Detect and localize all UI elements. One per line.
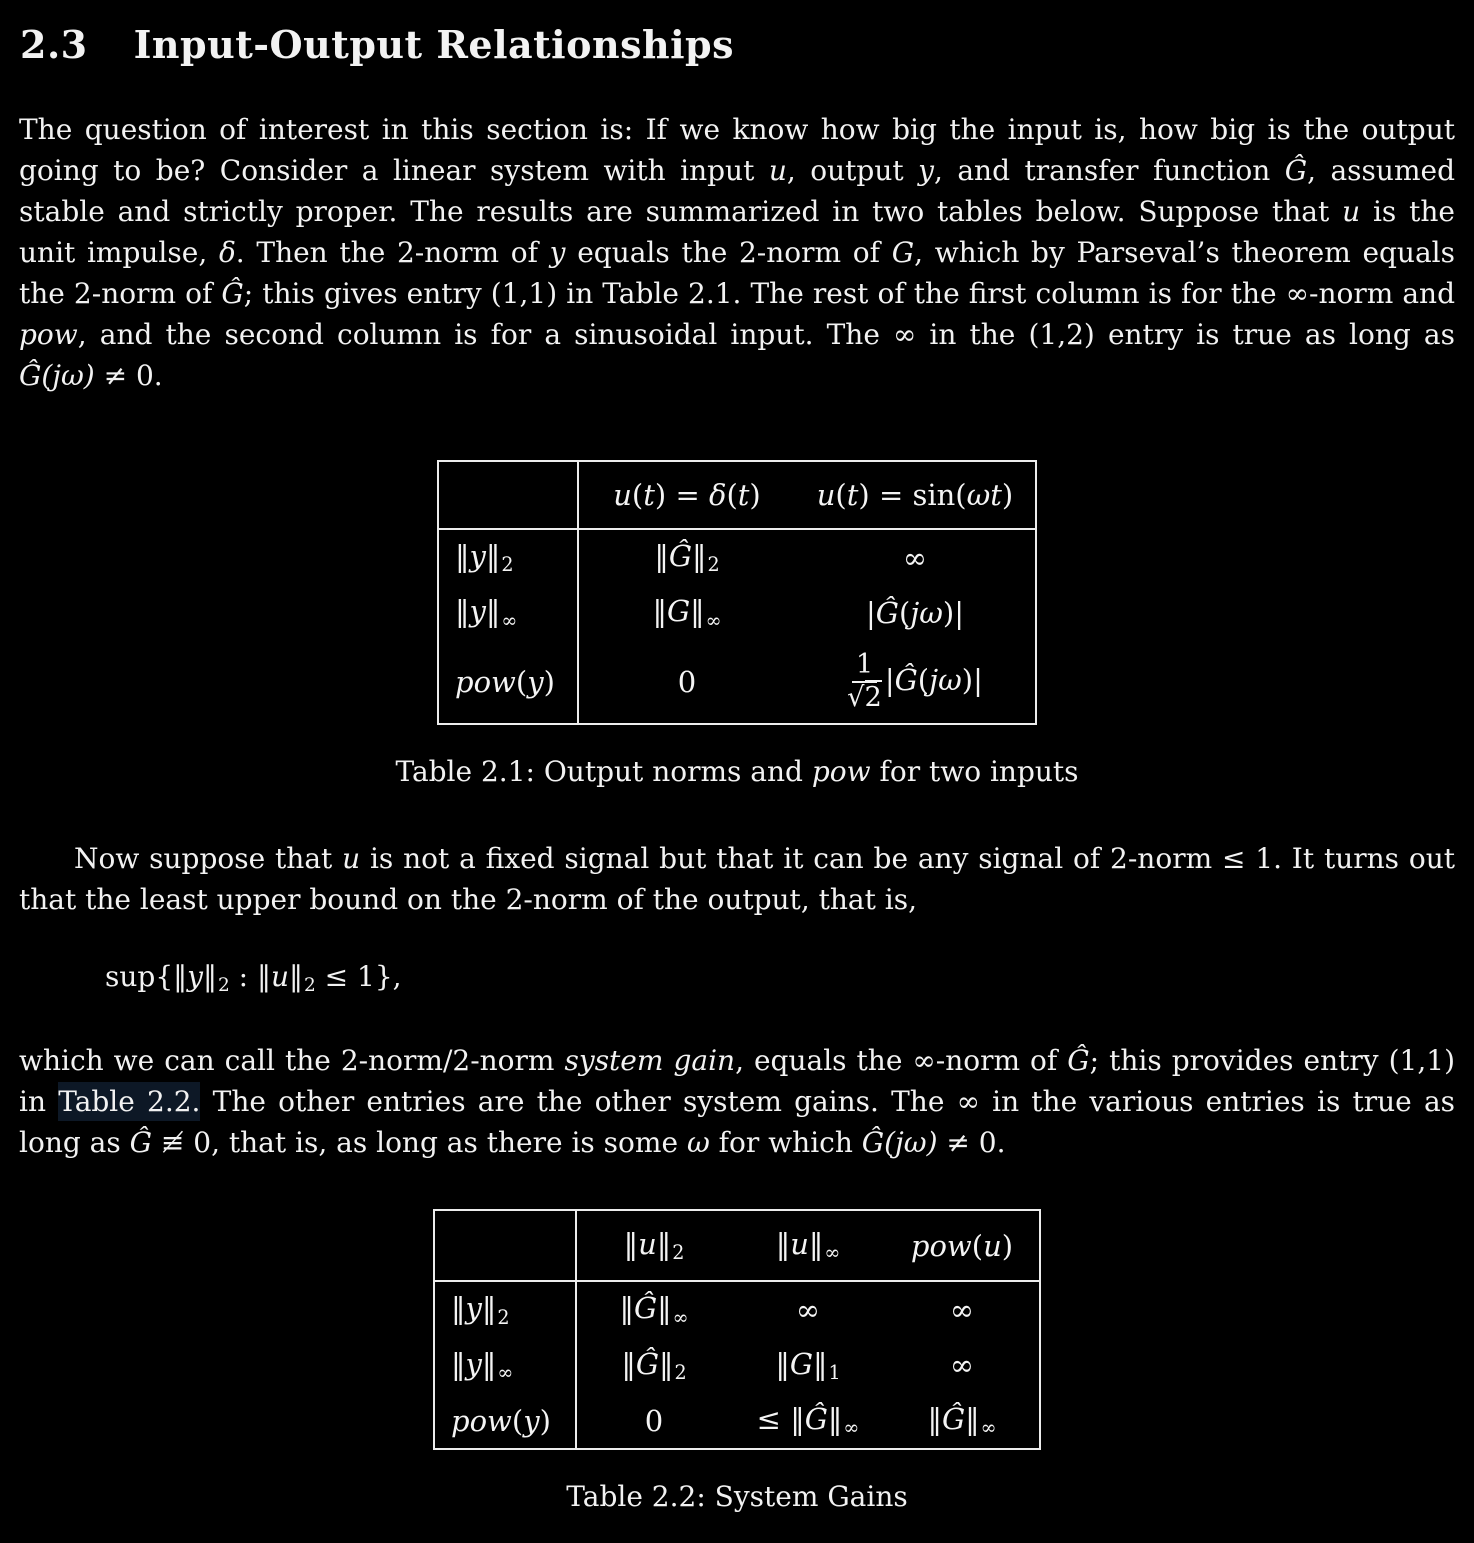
paragraph-3: which we can call the 2-norm/2-norm system gain, equals the ∞-norm of Ĝ; this provides entry (1,1) in Table 2.2. The other entries are the other system gains. The ∞ in the various entries is true as long as Ĝ ≢ 0, that is, as long as there is some ω for which Ĝ(jω) ≠ 0.	[19, 1043, 1456, 1159]
table-2-1-caption: Table 2.1: Output norms and pow for two inputs	[395, 754, 1079, 788]
fraction: $\frac{1}{√2}$	[847, 648, 882, 714]
table-row	[434, 1281, 1040, 1337]
table-cell: ‖G‖1	[775, 1346, 841, 1384]
table-2-2-container	[19, 1209, 1455, 1450]
table-row	[438, 585, 1036, 640]
row-label: ‖y‖∞	[434, 1338, 576, 1393]
table-cell: ‖Ĝ‖∞	[619, 1291, 689, 1329]
row-label: ‖y‖2	[438, 529, 578, 585]
table-row	[434, 1338, 1040, 1393]
table-cell: ∞	[949, 1292, 975, 1327]
table-2-2-corner-cell	[434, 1210, 576, 1281]
table-cell: 0	[677, 664, 697, 699]
section-title: Input-Output Relationships	[133, 22, 735, 67]
formula-sup-norm: sup{‖y‖2 : ‖u‖2 ≤ 1},	[105, 959, 402, 996]
row-label: ‖y‖∞	[438, 585, 578, 640]
paragraph-1: The question of interest in this section is: If we know how big the input is, how big is the output going to be? Consider a linear system with input u, output y, and transfer function Ĝ, assumed stable and strictly proper. The results are summarized in two tables below. Suppose that u is the unit impulse, δ. Then the 2-norm of y equals the 2-norm of G, which by Parseval’s theorem equals the 2-norm of Ĝ; this gives entry (1,1) in Table 2.1. The rest of the first column is for the ∞-norm and pow, and the second column is for a sinusoidal input. The ∞ in the (1,2) entry is true as long as Ĝ(jω) ≠ 0.	[19, 113, 1455, 392]
row-label: pow(y)	[434, 1393, 576, 1449]
table-cell: |Ĝ(jω)|	[865, 596, 964, 631]
table-2-1-container	[19, 460, 1455, 725]
table-2-2-link[interactable]: Table 2.2.	[58, 1084, 201, 1118]
table-2-1-corner-cell	[438, 461, 578, 529]
table-cell: ≤ ‖Ĝ‖∞	[756, 1401, 860, 1440]
table-cell: 0	[644, 1403, 664, 1438]
table-2-2-caption: Table 2.2: System Gains	[566, 1480, 908, 1514]
table-row	[438, 529, 1036, 585]
table-2-2-col-header-uinf: ‖u‖∞	[731, 1210, 885, 1281]
paragraph-2: Now suppose that u is not a fixed signal but that it can be any signal of 2-norm ≤ 1. It turns out that the least upper bound on the 2-norm of the output, that is,	[19, 841, 1455, 916]
table-row	[438, 641, 1036, 724]
section-heading	[20, 22, 1455, 67]
table-cell: ∞	[902, 540, 928, 575]
table-2-2-header-row	[434, 1210, 1040, 1281]
table-cell: ‖Ĝ‖∞	[927, 1401, 997, 1440]
table-2-1-col-header-sinusoid: u(t) = sin(ωt)	[795, 461, 1036, 529]
table-row	[434, 1393, 1040, 1449]
table-cell: ‖Ĝ‖2	[621, 1346, 687, 1384]
table-2-1-header-row	[438, 461, 1036, 529]
table-cell: ∞	[795, 1292, 821, 1327]
row-label: ‖y‖2	[434, 1281, 576, 1337]
table-2-2-col-header-powu: pow(u)	[885, 1210, 1040, 1281]
table-2-2-col-header-u2: ‖u‖2	[576, 1210, 731, 1281]
section-number: 2.3	[20, 22, 88, 67]
table-cell: $\frac{1}{√2}$ |Ĝ(jω)|	[847, 648, 983, 714]
table-2-1	[437, 460, 1037, 725]
table-cell: ‖G‖∞	[652, 594, 722, 632]
row-label: pow(y)	[438, 641, 578, 724]
table-cell: ‖Ĝ‖2	[654, 539, 720, 577]
table-cell: ∞	[949, 1348, 975, 1383]
table-2-2	[433, 1209, 1041, 1450]
table-2-1-col-header-impulse: u(t) = δ(t)	[578, 461, 795, 529]
